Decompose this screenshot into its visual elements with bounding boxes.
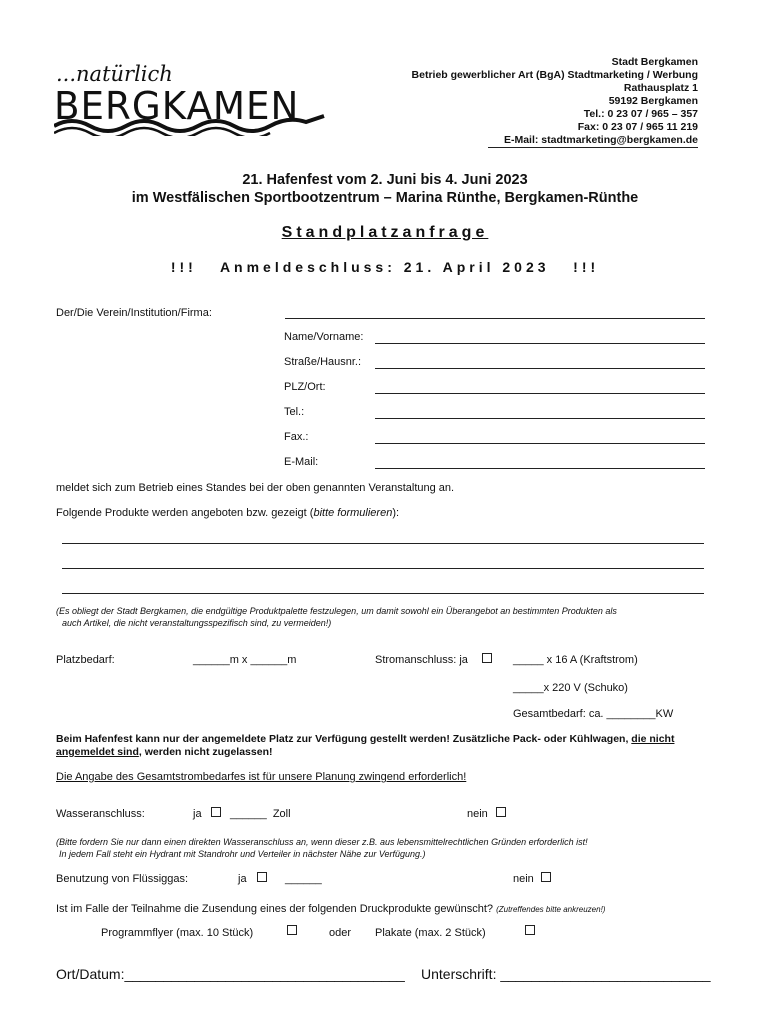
ort-datum-field[interactable]: Ort/Datum:____________________________________	[56, 966, 405, 982]
gesamtbedarf-field[interactable]: Gesamtbedarf: ca. ________KW	[513, 708, 674, 720]
email-field[interactable]	[375, 468, 705, 469]
warning-text-part2: , werden nicht zugelassen!	[138, 746, 273, 758]
gas-field[interactable]: ______	[285, 873, 322, 885]
gas-ja-checkbox[interactable]	[257, 872, 267, 882]
flyer-checkbox[interactable]	[287, 925, 297, 935]
print-question-text: Ist im Falle der Teilnahme die Zusendung eines der folgenden Druckprodukte gewünscht?	[56, 903, 493, 915]
gas-label: Benutzung von Flüssiggas:	[56, 873, 189, 885]
print-question-hint: (Zutreffendes bitte ankreuzen!)	[496, 905, 606, 914]
event-title: 21. Hafenfest vom 2. Juni bis 4. Juni 2023	[242, 172, 528, 188]
platz-dimensions[interactable]: ______m x ______m	[193, 654, 297, 666]
logo	[54, 62, 326, 136]
logo-tagline: ...natürlich	[56, 62, 173, 86]
schuko-field[interactable]: _____x 220 V (Schuko)	[513, 682, 628, 694]
products-text-prefix: Folgende Produkte werden angeboten bzw. gezeigt (	[56, 507, 314, 519]
deadline-notice: !!! Anmeldeschluss: 21. April 2023 !!!	[170, 259, 600, 275]
org-label: Der/Die Verein/Institution/Firma:	[56, 307, 212, 319]
street-label: Straße/Hausnr.:	[284, 356, 362, 368]
products-text-italic: bitte formulieren	[313, 507, 393, 519]
products-line-1[interactable]	[62, 543, 704, 544]
plakate-checkbox[interactable]	[525, 925, 535, 935]
print-oder: oder	[329, 927, 352, 939]
wasser-zoll-field[interactable]: ______ Zoll	[230, 808, 291, 820]
unterschrift-field[interactable]: Unterschrift: ___________________________	[421, 966, 711, 982]
city-label: PLZ/Ort:	[284, 381, 326, 393]
wasser-nein-checkbox[interactable]	[496, 807, 506, 817]
logo-wave-icon	[54, 112, 326, 136]
platz-label: Platzbedarf:	[56, 654, 115, 666]
wasser-ja-label: ja	[193, 808, 202, 820]
products-note-1: (Es obliegt der Stadt Bergkamen, die endgültige Produktpalette festzulegen, um damit sowohl ein Überangebot an bestimmten Produkten als	[56, 606, 617, 616]
power-notice: Die Angabe des Gesamtstrombedarfes ist für unsere Planung zwingend erforderlich!	[56, 771, 467, 783]
strom-ja-checkbox[interactable]	[482, 653, 492, 663]
wasser-note-2: In jedem Fall steht ein Hydrant mit Standrohr und Verteiler in nächster Nähe zur Verfügung.)	[59, 849, 426, 859]
wasser-label: Wasseranschluss:	[56, 808, 145, 820]
products-note-2: auch Artikel, die nicht veranstaltungsspezifisch sind, zu vermeiden!)	[62, 618, 332, 628]
address-line: Stadt Bergkamen	[611, 56, 698, 68]
address-line: Tel.: 0 23 07 / 965 – 357	[583, 108, 698, 120]
org-field[interactable]	[285, 318, 705, 319]
tel-field[interactable]	[375, 418, 705, 419]
address-line: Rathausplatz 1	[623, 82, 698, 94]
gas-nein-checkbox[interactable]	[541, 872, 551, 882]
strom-label: Stromanschluss: ja	[375, 654, 468, 666]
kraftstrom-field[interactable]: _____ x 16 A (Kraftstrom)	[513, 654, 638, 666]
warning-text-underlined: die nicht angemeldet sind	[56, 733, 675, 758]
email-label: E-Mail:	[284, 456, 319, 468]
city-field[interactable]	[375, 393, 705, 394]
gas-ja-label: ja	[238, 873, 247, 885]
wasser-ja-checkbox[interactable]	[211, 807, 221, 817]
plakate-label: Plakate (max. 2 Stück)	[375, 927, 486, 939]
name-label: Name/Vorname:	[284, 331, 364, 343]
header-divider	[488, 147, 698, 148]
event-location: im Westfälischen Sportbootzentrum – Marina Rünthe, Bergkamen-Rünthe	[131, 190, 639, 206]
address-line: Fax: 0 23 07 / 965 11 219	[577, 121, 698, 133]
address-line: Betrieb gewerblicher Art (BgA) Stadtmarketing / Werbung	[411, 69, 698, 81]
wasser-nein-label: nein	[467, 808, 488, 820]
wasser-note-1: (Bitte fordern Sie nur dann einen direkten Wasseranschluss an, wenn dieser z.B. aus lebensmittelrechtlichen Gründen erforderlich ist!	[56, 837, 588, 847]
fax-field[interactable]	[375, 443, 705, 444]
tel-label: Tel.:	[284, 406, 305, 418]
gas-nein-label: nein	[513, 873, 534, 885]
print-question	[56, 903, 605, 915]
form-heading: Standplatzanfrage	[281, 224, 489, 241]
address-line: 59192 Bergkamen	[608, 95, 698, 107]
products-text-suffix: ):	[392, 507, 400, 519]
registration-text: meldet sich zum Betrieb eines Standes bei der oben genannten Veranstaltung an.	[56, 482, 455, 494]
products-text	[56, 507, 399, 519]
fax-label: Fax.:	[284, 431, 309, 443]
logo-wordmark: BERGKAMEN	[54, 84, 300, 128]
products-line-2[interactable]	[62, 568, 704, 569]
name-field[interactable]	[375, 343, 705, 344]
address-block	[412, 56, 698, 147]
street-field[interactable]	[375, 368, 705, 369]
flyer-label: Programmflyer (max. 10 Stück)	[101, 927, 254, 939]
warning-text-part1: Beim Hafenfest kann nur der angemeldete Platz zur Verfügung gestellt werden! Zusätzliche Pack- oder Kühlwagen,	[56, 733, 632, 745]
products-line-3[interactable]	[62, 593, 704, 594]
address-line: E-Mail: stadtmarketing@bergkamen.de	[503, 134, 698, 146]
space-warning	[56, 733, 716, 759]
